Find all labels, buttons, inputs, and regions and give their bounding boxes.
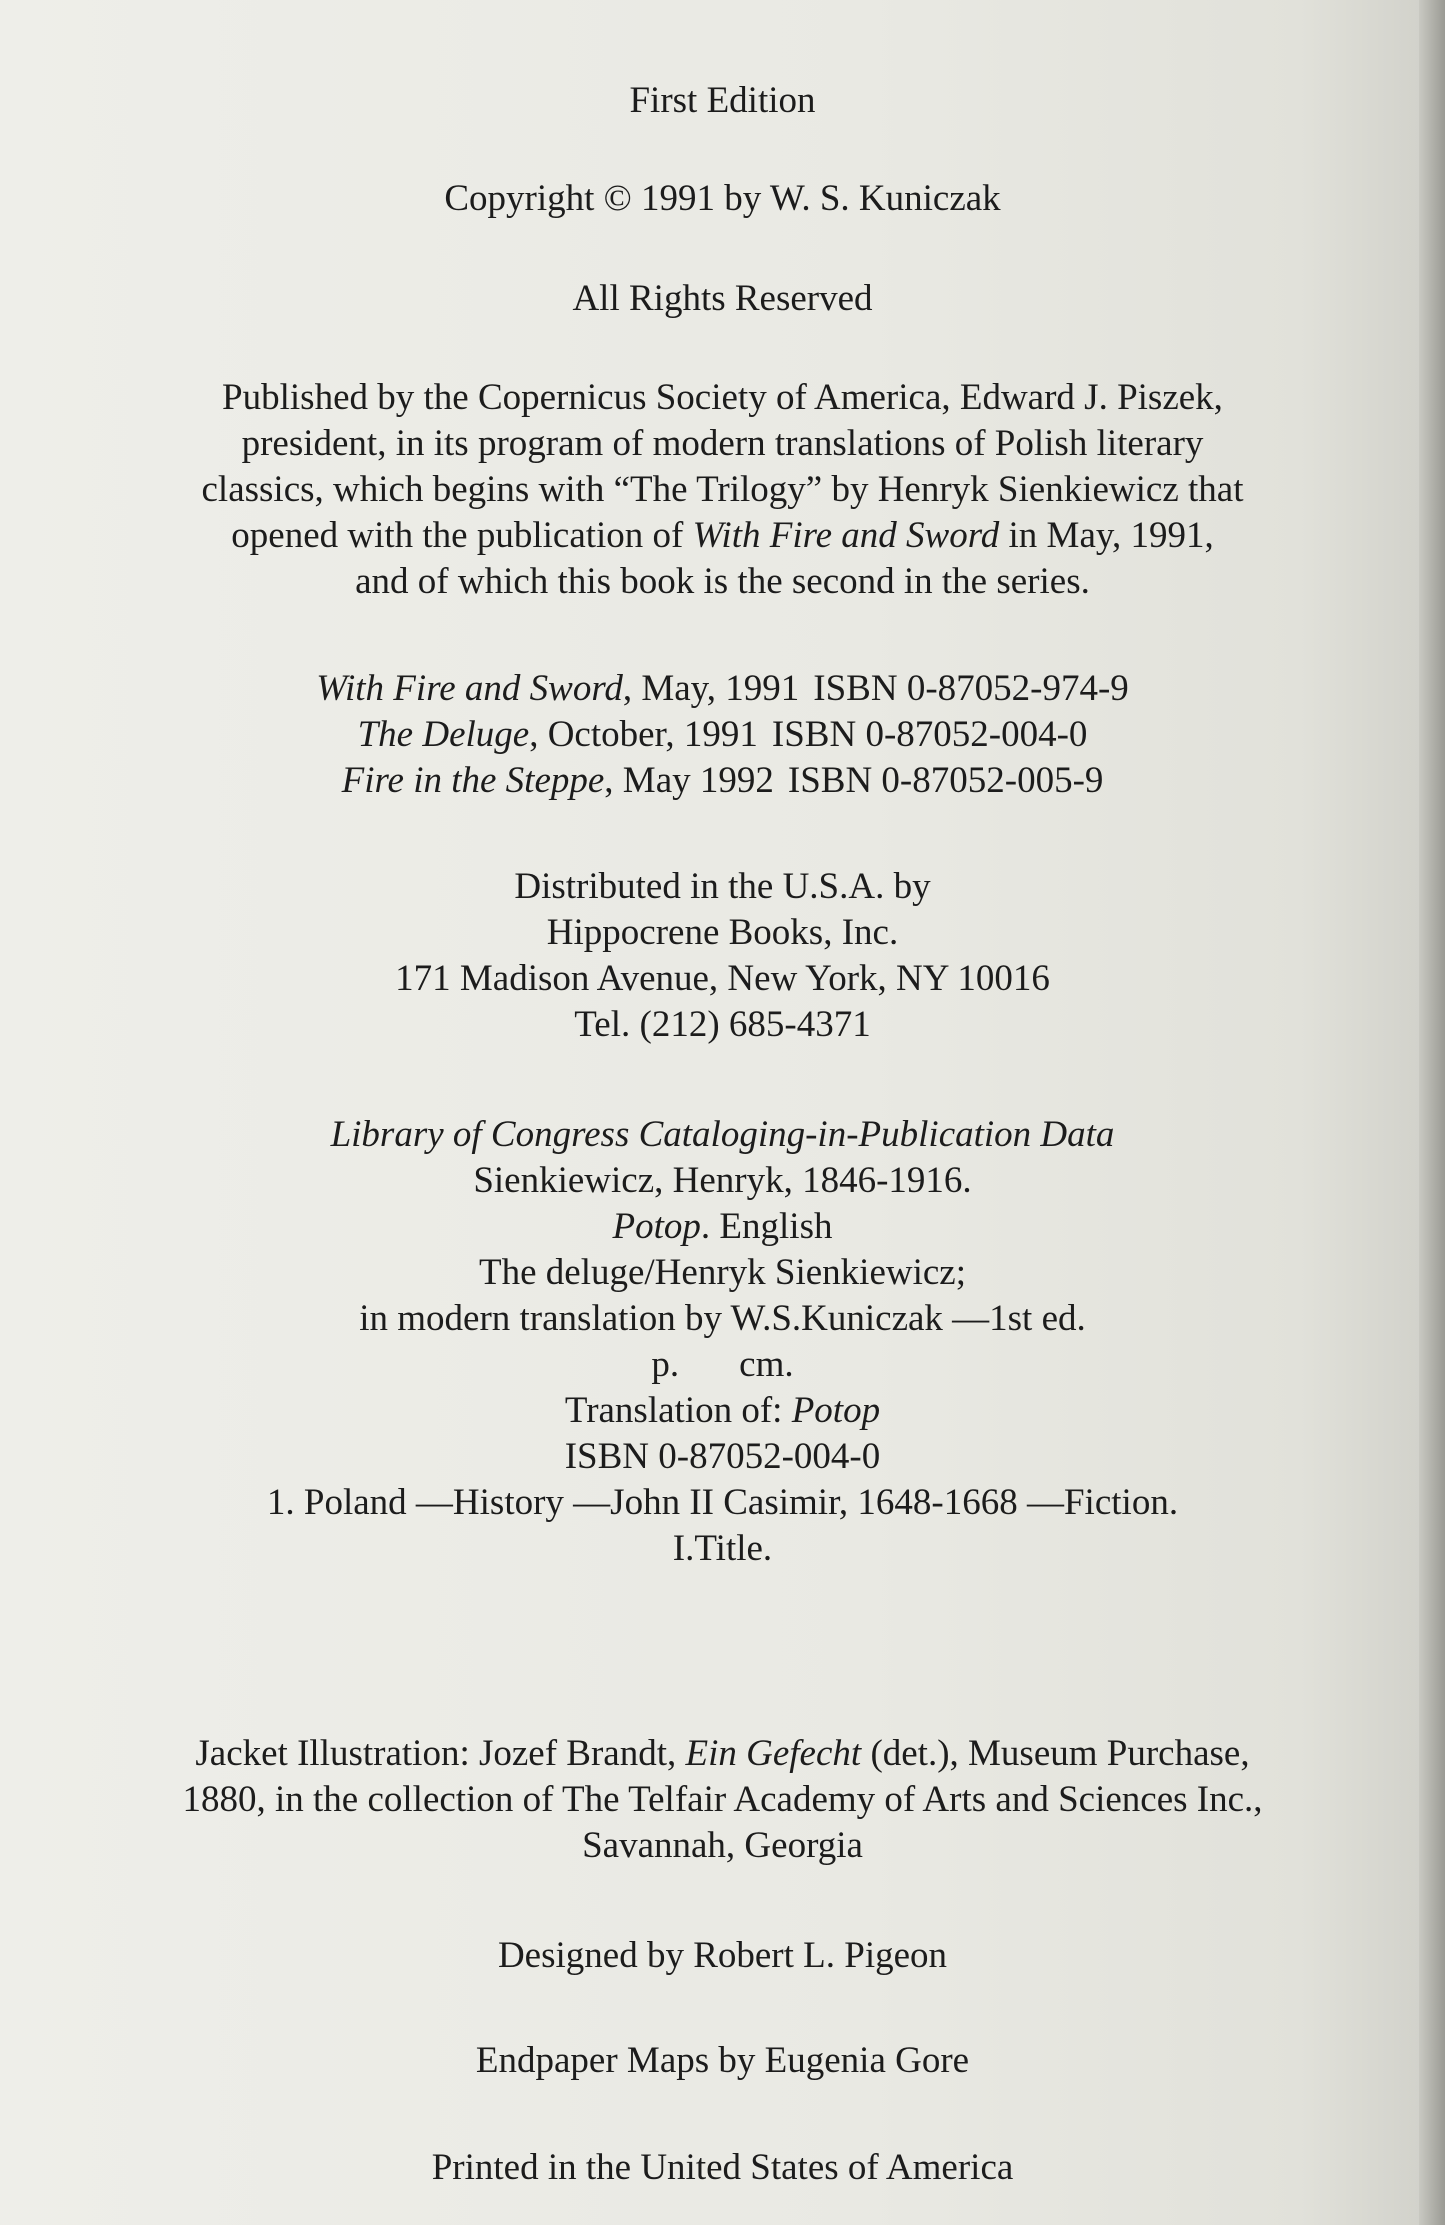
publisher-note-line: classics, which begins with “The Trilogy” by Henryk Sienkiewicz that bbox=[201, 469, 1244, 510]
designer-line: Designed by Robert L. Pigeon bbox=[497, 1935, 948, 1976]
cip-data bbox=[0, 1112, 1445, 1572]
isbn-number: ISBN 0-87052-004-0 bbox=[771, 714, 1088, 755]
publisher-note-line: and of which this book is the second in the series. bbox=[355, 561, 1090, 602]
printed-block bbox=[0, 2145, 1445, 2191]
edition-block bbox=[0, 78, 1445, 124]
publisher-note-line: opened with the publication of With Fire and Sword in May, 1991, bbox=[231, 515, 1214, 556]
jacket-credit bbox=[0, 1731, 1445, 1869]
artwork-title: Ein Gefecht bbox=[685, 1733, 862, 1774]
distributor-name: Hippocrene Books, Inc. bbox=[546, 912, 899, 953]
book-title: With Fire and Sword bbox=[316, 668, 623, 709]
distributor-phone: Tel. (212) 685-4371 bbox=[574, 1004, 871, 1045]
cip-translation: in modern translation by W.S.Kuniczak —1st ed. bbox=[359, 1298, 1086, 1339]
book-title: Fire in the Steppe bbox=[341, 760, 605, 801]
jacket-line: Jacket Illustration: Jozef Brandt, Ein Gefecht (det.), Museum Purchase, bbox=[195, 1733, 1250, 1774]
isbn-number: ISBN 0-87052-974-9 bbox=[813, 668, 1129, 709]
isbn-entry: With Fire and Sword, May, 1991 ISBN 0-87052-974-9 bbox=[316, 668, 1129, 709]
cip-title: The deluge/Henryk Sienkiewicz; bbox=[479, 1252, 966, 1293]
designer-block bbox=[0, 1933, 1445, 1979]
distributor-block bbox=[0, 864, 1445, 1048]
cip-isbn: ISBN 0-87052-004-0 bbox=[564, 1436, 881, 1477]
cip-translation-of: Translation of: Potop bbox=[564, 1390, 881, 1431]
copyright-block bbox=[0, 176, 1445, 222]
distributor-address: 171 Madison Avenue, New York, NY 10016 bbox=[395, 958, 1050, 999]
distributor-line: Distributed in the U.S.A. by bbox=[514, 866, 931, 907]
cip-author: Sienkiewicz, Henryk, 1846-1916. bbox=[473, 1160, 972, 1201]
isbn-number: ISBN 0-87052-005-9 bbox=[787, 760, 1104, 801]
printed-line: Printed in the United States of America bbox=[431, 2147, 1014, 2188]
cip-title-entry: I.Title. bbox=[672, 1528, 773, 1569]
maps-block bbox=[0, 2038, 1445, 2084]
publisher-note-line: Published by the Copernicus Society of America, Edward J. Piszek, bbox=[222, 377, 1223, 418]
cip-subject: 1. Poland —History —John II Casimir, 1648-1668 —Fiction. bbox=[266, 1482, 1179, 1523]
cip-physical: p. cm. bbox=[651, 1344, 794, 1385]
rights-block bbox=[0, 276, 1445, 322]
book-title: The Deluge bbox=[357, 714, 530, 755]
rights-line: All Rights Reserved bbox=[572, 278, 873, 319]
publisher-note bbox=[0, 375, 1445, 605]
cip-heading: Library of Congress Cataloging-in-Publication Data bbox=[330, 1114, 1115, 1155]
jacket-line: 1880, in the collection of The Telfair Academy of Arts and Sciences Inc., bbox=[182, 1779, 1263, 1820]
cip-original-title: Potop. English bbox=[612, 1206, 833, 1247]
isbn-entry: Fire in the Steppe, May 1992 ISBN 0-87052-005-9 bbox=[341, 760, 1104, 801]
jacket-line: Savannah, Georgia bbox=[582, 1825, 863, 1866]
copyright-line: Copyright © 1991 by W. S. Kuniczak bbox=[444, 178, 1001, 219]
maps-line: Endpaper Maps by Eugenia Gore bbox=[475, 2040, 970, 2081]
publisher-note-line: president, in its program of modern translations of Polish literary bbox=[241, 423, 1204, 464]
series-title: With Fire and Sword bbox=[692, 515, 1000, 556]
isbn-entry: The Deluge, October, 1991 ISBN 0-87052-004-0 bbox=[357, 714, 1088, 755]
isbn-list bbox=[0, 666, 1445, 804]
edition-line: First Edition bbox=[629, 80, 816, 121]
